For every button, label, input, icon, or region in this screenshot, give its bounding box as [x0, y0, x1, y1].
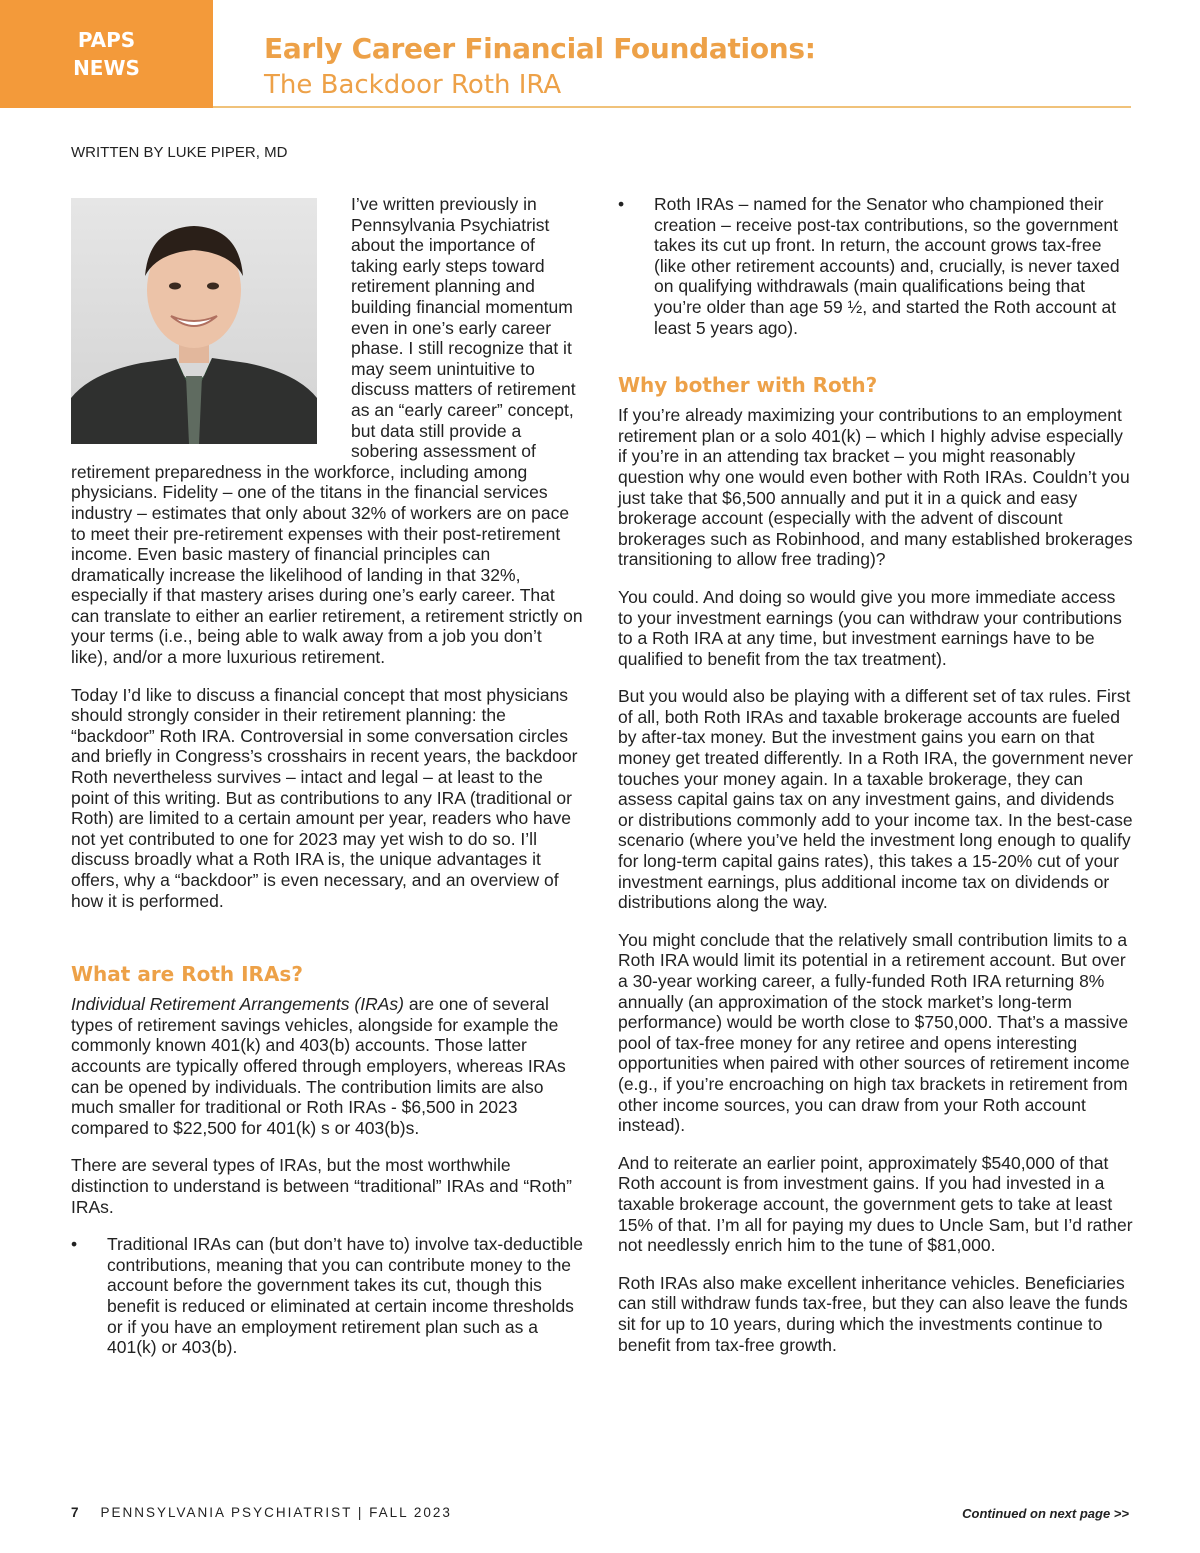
page-number: 7: [71, 1505, 79, 1520]
paragraph-why-4: You might conclude that the relatively small contribution limits to a Roth IRA would limit its potential in a retirement account. But over a 30-year working career, a fully-funded Roth IRA returning 8% annually (an approximation of the stock market’s long-term performance) would be worth close to $750,000. That’s a massive pool of tax-free money for any retiree and opens interesting opportunities when paired with other sources of retirement income (e.g., if you’re encroaching on high tax brackets in retirement from other income sources, you can draw from your Roth account instead).: [618, 929, 1130, 1136]
ira-term: Individual Retirement Arrangements (IRAs): [71, 994, 404, 1015]
ira-definition-text: are one of several types of retirement savings vehicles, alongside for example the commonly known 401(k) and 403(b) accounts. Those latter accounts are typically offered through employers, whereas IRAs can be opened by individuals. The contribution limits are also much smaller for traditional or Roth IRAs - $6,500 in 2023 compared to $22,500 for 401(k) s or 403(b)s.: [71, 994, 566, 1138]
badge-line-2: NEWS: [73, 56, 140, 80]
paragraph-why-6: Roth IRAs also make excellent inheritance vehicles. Beneficiaries can still withdraw funds tax-free, but they can also leave the funds sit for up to 10 years, during which the investments continue to benefit from tax-free growth.: [618, 1272, 1128, 1355]
byline: WRITTEN BY LUKE PIPER, MD: [71, 144, 288, 161]
intro-paragraph: I’ve written previously in Pennsylvania Psychiatrist about the importance of taking early steps toward retirement planning and building financial momentum even in one’s early career phase. I still recognize that it may seem unintuitive to discuss matters of retirement as an “early career” concept, but data still provide a sobering assessment of retirement preparedness in the workforce, including among physicians. Fidelity – one of the titans in the financial services industry – estimates that only about 32% of workers are on pace to meet their pre-retirement expenses with their post-retirement income. Even basic mastery of financial principles can dramatically increase the likelihood of landing in that 32%, especially if that mastery arises during one’s early career. That can translate to either an earlier retirement, a retirement strictly on your terms (i.e., being able to walk away from a job you don’t like), and/or a more luxurious retirement.: [71, 194, 583, 668]
author-photo: [71, 198, 317, 444]
right-column: [618, 194, 1133, 1372]
bullet-dot: •: [71, 1234, 78, 1255]
paragraph-why-2: You could. And doing so would give you more immediate access to your investment earnings (you can withdraw your contributions to a Roth IRA at any time, but investment earnings have to be qualified to benefit from the tax treatment).: [618, 586, 1122, 669]
paps-news-badge: [0, 0, 213, 108]
badge-line-1: PAPS: [77, 28, 136, 52]
article-subtitle: The Backdoor Roth IRA: [264, 70, 562, 100]
paragraph-why-3: But you would also be playing with a different set of tax rules. First of all, both Roth IRAs and taxable brokerage accounts are fueled by after-tax money. But the investment gains you earn on that money get treated differently. In a Roth IRA, the government never touches your money again. In a taxable brokerage, they can assess capital gains tax on any investment gains, and dividends or distributions commonly add to your income tax. In the best-case scenario (where you’ve held the investment long enough to qualify for long-term capital gains rates), this takes a 15-20% cut of your investment earnings, plus additional income tax on dividends or distributions along the way.: [618, 686, 1133, 913]
header-rule: [213, 106, 1131, 108]
bullet-traditional-text: Traditional IRAs can (but don’t have to) involve tax-deductible contributions, meaning that you can contribute money to the account before the government takes its cut, though this benefit is reduced or eliminated at certain income thresholds or if you have an employment retirement plan such as a 401(k) or 403(b).: [107, 1234, 583, 1358]
heading-what-are-roth-iras: What are Roth IRAs?: [71, 962, 303, 987]
publication-name: PENNSYLVANIA PSYCHIATRIST | FALL 2023: [100, 1505, 452, 1520]
bullet-roth-ira: [618, 194, 1133, 338]
bullet-traditional-ira: [71, 1234, 583, 1358]
paragraph-backdoor-intro: Today I’d like to discuss a financial concept that most physicians should strongly consider in their retirement planning: the “backdoor” Roth IRA. Controversial in some conversation circles and briefly in Congress’s crosshairs in recent years, the backdoor Roth nevertheless survives – intact and legal – at least to the point of this writing. But as contributions to any IRA (traditional or Roth) are limited to a certain amount per year, readers who have not yet contributed to one for 2023 may yet wish to do so. I’ll discuss broadly what a Roth IRA is, the unique advantages it offers, why a “backdoor” is even necessary, and an overview of how it is performed.: [71, 684, 578, 911]
left-column: [71, 194, 583, 1375]
article-title: Early Career Financial Foundations:: [264, 32, 816, 65]
paragraph-ira-types: There are several types of IRAs, but the most worthwhile distinction to understand is between “traditional” IRAs and “Roth” IRAs.: [71, 1155, 572, 1217]
paragraph-why-1: If you’re already maximizing your contributions to an employment retirement plan or a solo 401(k) – which I highly advise especially if you’re in an attending tax bracket – you might reasonably question why one would even bother with Roth IRAs. Couldn’t you just take that $6,500 annually and put it in a quick and easy brokerage account (especially with the advent of discount brokerages such as Robinhood, and many established brokerages transitioning to allow free trading)?: [618, 405, 1133, 570]
bullet-roth-text: Roth IRAs – named for the Senator who championed their creation – receive post-tax contributions, so the government takes its cut up front. In return, the account grows tax-free (like other retirement accounts) and, crucially, is never taxed on qualifying withdrawals (main qualifications being that you’re older than age 59 ½, and started the Roth account at least 5 years ago).: [654, 194, 1120, 338]
footer-publication: [71, 1505, 452, 1520]
paragraph-ira-definition: [71, 994, 583, 1138]
continued-link[interactable]: Continued on next page >>: [962, 1506, 1129, 1521]
heading-why-bother-with-roth: Why bother with Roth?: [618, 373, 878, 398]
bullet-dot: •: [618, 194, 625, 214]
paragraph-why-5: And to reiterate an earlier point, approximately $540,000 of that Roth account is from investment gains. If you had invested in a taxable brokerage account, the government gets to take at least 15% of that. I’m all for paying my dues to Uncle Sam, but I’d rather not needlessly enrich him to the tune of $81,000.: [618, 1152, 1133, 1256]
